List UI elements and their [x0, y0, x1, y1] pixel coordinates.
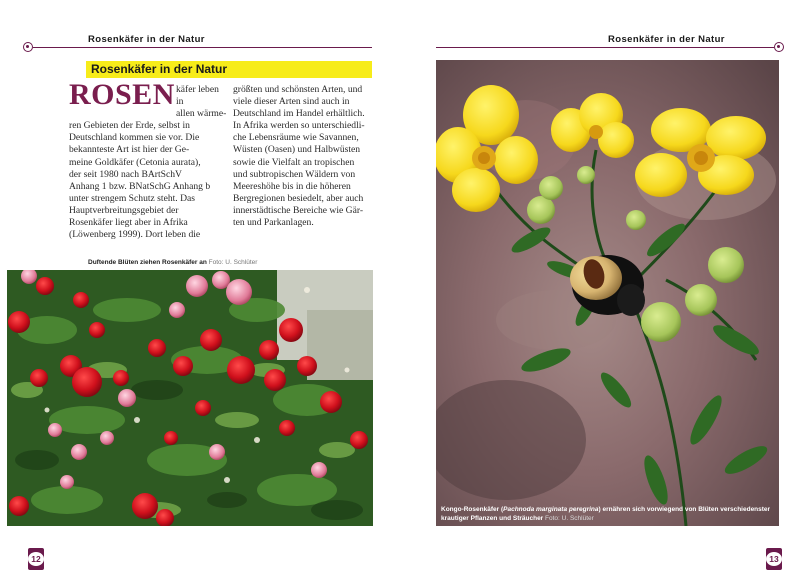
section-heading: Rosenkäfer in der Natur	[86, 61, 372, 78]
text-line: allen wärme-	[176, 108, 227, 120]
running-header-right: Rosenkäfer in der Natur	[608, 34, 725, 45]
species-name: Pachnoda marginata peregrina	[503, 506, 599, 513]
text-line: che Lebensräume wie Savannen,	[233, 132, 359, 144]
page-number-badge-right	[766, 548, 782, 570]
page-number: 13	[766, 552, 782, 566]
text-line: viele dieser Arten sind auch in	[233, 96, 350, 108]
header-rule-bullet-right	[774, 42, 784, 52]
text-line: Wüsten (Oasen) und Halbwüsten	[233, 144, 361, 156]
text-line: (Löwenberg 1999). Dort leben die	[69, 229, 201, 241]
text-line: ten und Parkanlagen.	[233, 217, 314, 229]
rose-chafer-photo	[436, 60, 779, 526]
caption-line-2	[441, 514, 771, 523]
text-line: Bergregionen besiedelt, aber auch	[233, 192, 364, 204]
text-line: In Afrika werden so unterschiedli-	[233, 120, 365, 132]
text-line: Anhang 1 bzw. BNatSchG Anhang b	[69, 180, 211, 192]
text-column-2	[233, 84, 373, 229]
text-line: der seit 1980 nach BArtSchV	[69, 168, 182, 180]
caption-line-1	[441, 505, 771, 514]
rose-bush-photo	[7, 270, 373, 526]
text-column-1	[69, 84, 227, 241]
text-line: meine Goldkäfer (Cetonia aurata),	[69, 156, 201, 168]
text-line: ren Gebieten der Erde, selbst in	[69, 120, 190, 132]
text-line: innerstädtische Bereiche wie Gär-	[233, 204, 364, 216]
page-number: 12	[28, 552, 44, 566]
text-line: Hauptverbreitungsgebiet der	[69, 204, 179, 216]
photo-credit: Foto: U. Schlüter	[208, 259, 258, 266]
caption-end: ) ernähren sich vorwiegend von Blüten verschiedenster	[598, 506, 771, 513]
text-line: größten und schönsten Arten, und	[233, 84, 363, 95]
header-rule-left	[33, 47, 372, 48]
header-rule-bullet-left	[23, 42, 33, 52]
photo-credit: Foto: U. Schlüter	[545, 515, 594, 522]
caption-text: Duftende Blüten ziehen Rosenkäfer an	[88, 259, 207, 266]
page-number-badge-left	[28, 548, 44, 570]
text-line: unter strengem Schutz steht. Das	[69, 192, 196, 204]
text-line: Rosenkäfer liegt aber in Afrika	[69, 217, 188, 229]
text-line: bekannteste Art ist hier der Ge-	[69, 144, 190, 156]
running-header-left: Rosenkäfer in der Natur	[88, 34, 205, 45]
rose-photo-caption	[88, 259, 257, 267]
header-rule-right	[436, 47, 774, 48]
caption-start: Kongo-Rosenkäfer (	[441, 506, 504, 513]
text-line: Deutschland im Handel erhältlich.	[233, 108, 365, 120]
text-line: Deutschland kommen sie vor. Die	[69, 132, 200, 144]
text-line: Meereshöhe bis in die höheren	[233, 180, 351, 192]
drop-cap-word: ROSEN	[69, 78, 175, 111]
text-line: käfer leben in	[176, 84, 219, 108]
text-line: sowie die Vielfalt an tropischen	[233, 156, 355, 168]
beetle-photo-caption	[441, 505, 771, 523]
text-line: und subtropischen Wäldern von	[233, 168, 356, 180]
caption-line-2-text: krautiger Pflanzen und Sträucher	[441, 515, 544, 522]
